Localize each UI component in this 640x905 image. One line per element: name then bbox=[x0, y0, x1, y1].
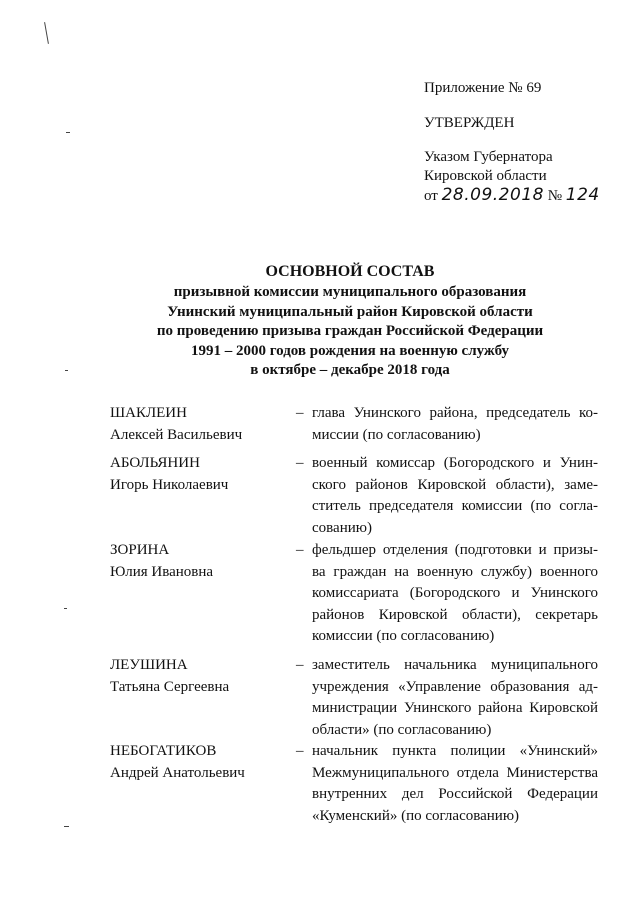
member-name bbox=[110, 453, 285, 496]
member-role: начальник пункта полиции «Унинский» Межмуниципального отдела Министерства внутренних дел Российской Федерации «Куменский» (по согласованию) bbox=[312, 743, 598, 824]
scan-mark bbox=[66, 132, 70, 133]
decree-block bbox=[424, 148, 624, 206]
decree-line-2: Кировской области bbox=[424, 168, 547, 184]
member-name bbox=[110, 540, 285, 583]
title-line: Унинский муниципальный район Кировской области bbox=[167, 303, 533, 320]
member-surname: ШАКЛЕИН bbox=[110, 405, 187, 421]
member-name bbox=[110, 403, 285, 446]
member-given-name: Алексей Васильевич bbox=[110, 426, 243, 443]
member-surname: ЛЕУШИНА bbox=[110, 657, 188, 673]
handwritten-number: 124 bbox=[565, 185, 600, 205]
member-dash: – bbox=[296, 405, 304, 421]
member-role: заместитель начальника муниципального учреждения «Управление образования ад-министрации Унинского района Кировской области» (по согласованию) bbox=[312, 657, 598, 738]
approved-label: УТВЕРЖДЕН bbox=[424, 115, 515, 131]
member-role: глава Унинского района, председатель ко-миссии (по согласованию) bbox=[312, 405, 598, 443]
title-line: по проведению призыва граждан Российской Федерации bbox=[156, 323, 544, 339]
title-line: призывной комиссии муниципального образования bbox=[173, 284, 527, 300]
member-role: фельдшер отделения (подготовки и призы-ва граждан на военную службу) военного комиссариата (Богородского и Унинского районов Кировской области), секретарь комиссии (по согласованию) bbox=[312, 542, 598, 644]
scan-mark bbox=[44, 22, 49, 44]
member-dash: – bbox=[296, 657, 304, 673]
appendix-number: Приложение № 69 bbox=[424, 80, 542, 96]
decree-line-1: Указом Губернатора bbox=[424, 149, 553, 165]
scan-mark bbox=[64, 608, 67, 609]
date-prefix: от bbox=[424, 188, 438, 204]
approved-label-wrap bbox=[424, 114, 624, 133]
member-surname: НЕБОГАТИКОВ bbox=[110, 743, 217, 759]
member-given-name: Андрей Анатольевич bbox=[110, 764, 245, 781]
number-label: № bbox=[547, 188, 563, 204]
document-title bbox=[80, 262, 620, 381]
member-given-name: Юлия Ивановна bbox=[110, 563, 214, 580]
member-dash: – bbox=[296, 743, 304, 759]
scan-mark bbox=[64, 826, 69, 827]
title-line: в октябре – декабре 2018 года bbox=[250, 362, 450, 378]
member-surname: ЗОРИНА bbox=[110, 542, 170, 558]
member-surname: АБОЛЬЯНИН bbox=[110, 455, 200, 471]
title-main: ОСНОВНОЙ СОСТАВ bbox=[265, 263, 435, 280]
member-given-name: Татьяна Сергеевна bbox=[110, 678, 230, 695]
member-name bbox=[110, 741, 285, 784]
member-role: военный комиссар (Богородского и Унин-ского районов Кировской области), заме-ститель председателя комиссии (по согла-сованию) bbox=[312, 455, 598, 536]
member-dash: – bbox=[296, 455, 304, 471]
member-dash: – bbox=[296, 542, 304, 558]
member-name bbox=[110, 655, 285, 698]
scan-mark bbox=[65, 370, 68, 371]
handwritten-date: 28.09.2018 bbox=[441, 185, 544, 205]
title-line: 1991 – 2000 годов рождения на военную службу bbox=[190, 342, 510, 359]
member-given-name: Игорь Николаевич bbox=[110, 476, 229, 493]
decree-date-line bbox=[424, 186, 624, 206]
approval-block bbox=[424, 79, 624, 98]
